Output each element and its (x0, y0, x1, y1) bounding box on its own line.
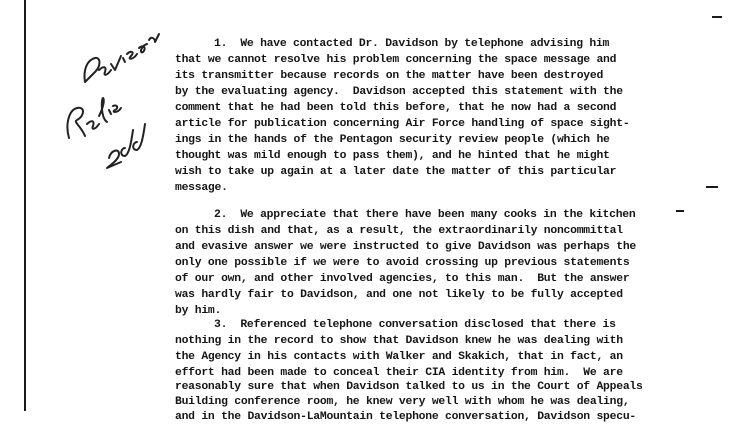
left-margin-rule (24, 0, 26, 411)
paragraph-3-line-2: nothing in the record to show that Davidson knew he was dealing with (175, 335, 623, 347)
paragraph-3-line-3: the Agency in his contacts with Walker and Skakich, that in fact, an (175, 351, 623, 363)
paragraph-1-line-2: that we cannot resolve his problem concerning the space message and (175, 54, 617, 66)
paragraph-3-line-1: 3. Referenced telephone conversation disclosed that there is (214, 319, 616, 331)
handwritten-annotation (55, 20, 175, 180)
handwriting-signature-icon (55, 20, 175, 180)
paragraph-3-line-7: and in the Davidson-LaMountain telephone conversation, Davidson specu- (175, 411, 636, 423)
paragraph-1-line-7: ings in the hands of the Pentagon security review people (which he (175, 134, 610, 146)
paragraph-1-line-4: by the evaluating agency. Davidson accepted this statement with the (175, 86, 623, 98)
paragraph-2-line-1: 2. We appreciate that there have been many cooks in the kitchen (214, 209, 636, 221)
paragraph-1-line-6: article for publication concerning Air Force handling of space sight- (175, 118, 630, 130)
paragraph-3-line-6: Building conference room, he knew very well with whom he was dealing, (175, 396, 630, 408)
margin-mark (706, 186, 718, 188)
paragraph-3-line-5: reasonably sure that when Davidson talked to us in the Court of Appeals (175, 381, 643, 393)
paragraph-3-line-4: effort had been made to conceal their CIA identity from him. We are (175, 367, 623, 379)
paragraph-1-line-10: message. (175, 182, 228, 194)
paragraph-1-line-5: comment that he had been told this before, that he now had a second (175, 102, 617, 114)
paragraph-1-line-3: its transmitter because records on the matter have been destroyed (175, 70, 604, 82)
paragraph-2-line-5: of our own, and other involved agencies, to this man. But the answer (175, 273, 630, 285)
paragraph-2-line-7: by him. (175, 305, 222, 317)
paragraph-2-line-4: only one possible if we were to avoid crossing up previous statements (175, 257, 630, 269)
paragraph-1-line-1: 1. We have contacted Dr. Davidson by telephone advising him (214, 38, 610, 50)
paragraph-2-line-3: and evasive answer we were instructed to give Davidson was perhaps the (175, 241, 636, 253)
paragraph-2-line-2: on this dish and that, as a result, the extraordinarily noncommittal (175, 225, 623, 237)
margin-mark (712, 16, 722, 18)
paragraph-2-line-6: was hardly fair to Davidson, and one not likely to be fully accepted (175, 289, 623, 301)
margin-mark (676, 210, 684, 212)
paragraph-1-line-8: thought was mild enough to pass them), and he hinted that he might (175, 150, 610, 162)
paragraph-1-line-9: wish to take up again at a later date the matter of this particular (175, 166, 617, 178)
